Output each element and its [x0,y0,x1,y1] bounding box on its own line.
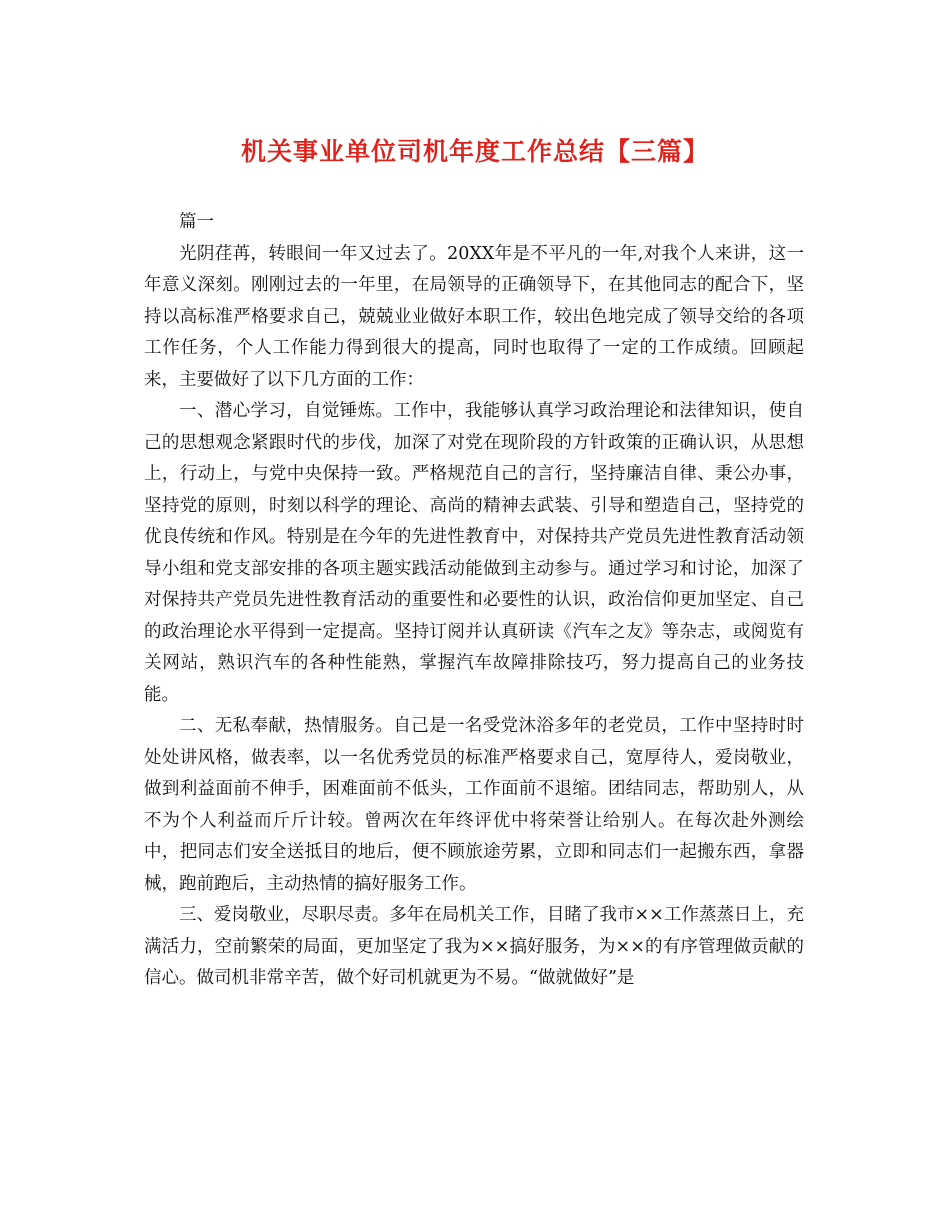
document-title: 机关事业单位司机年度工作总结【三篇】 [240,137,709,166]
section-heading: 篇一 [179,212,214,232]
paragraph-point-3: 三、爱岗敬业，尽职尽责。多年在局机关工作，目睹了我市××工作蒸蒸日上，充满活力，空前繁荣的局面，更加坚定了我为××搞好服务，为××的有序管理做贡献的信心。做司机非常辛苦，做个好司机就更为不易。“做就做好”是 [144,905,804,988]
document-body [144,207,804,995]
paragraph-intro: 光阴荏苒，转眼间一年又过去了。20XX年是不平凡的一年,对我个人来讲，这一年意义深刻。刚刚过去的一年里，在局领导的正确领导下，在其他同志的配合下，坚持以高标准严格要求自己，兢兢业业做好本职工作，较出色地完成了领导交给的各项工作任务，个人工作能力得到很大的提高，同时也取得了一定的工作成绩。回顾起来，主要做好了以下几方面的工作： [144,243,804,390]
paragraph-point-1: 一、潜心学习，自觉锤炼。工作中，我能够认真学习政治理论和法律知识，使自己的思想观念紧跟时代的步伐，加深了对党在现阶段的方针政策的正确认识，从思想上，行动上，与党中央保持一致。严格规范自己的言行，坚持廉洁自律、秉公办事，坚持党的原则，时刻以科学的理论、高尚的精神去武装、引导和塑造自己，坚持党的优良传统和作风。特别是在今年的先进性教育中，对保持共产党员先进性教育活动领导小组和党支部安排的各项主题实践活动能做到主动参与。通过学习和讨论，加深了对保持共产党员先进性教育活动的重要性和必要性的认识，政治信仰更加坚定、自己的政治理论水平得到一定提高。坚持订阅并认真研读《汽车之友》等杂志，或阅览有关网站，熟识汽车的各种性能熟，掌握汽车故障排除技巧，努力提高自己的业务技能。 [144,401,804,705]
paragraph-point-2: 二、无私奉献，热情服务。自己是一名受党沐浴多年的老党员，工作中坚持时时处处讲风格，做表率，以一名优秀党员的标准严格要求自己，宽厚待人，爱岗敬业，做到利益面前不伸手，困难面前不低头，工作面前不退缩。团结同志，帮助别人，从不为个人利益而斤斤计较。曾两次在年终评优中将荣誉让给别人。在每次赴外测绘中，把同志们安全送抵目的地后，便不顾旅途劳累，立即和同志们一起搬东西，拿器械，跑前跑后，主动热情的搞好服务工作。 [144,716,804,894]
